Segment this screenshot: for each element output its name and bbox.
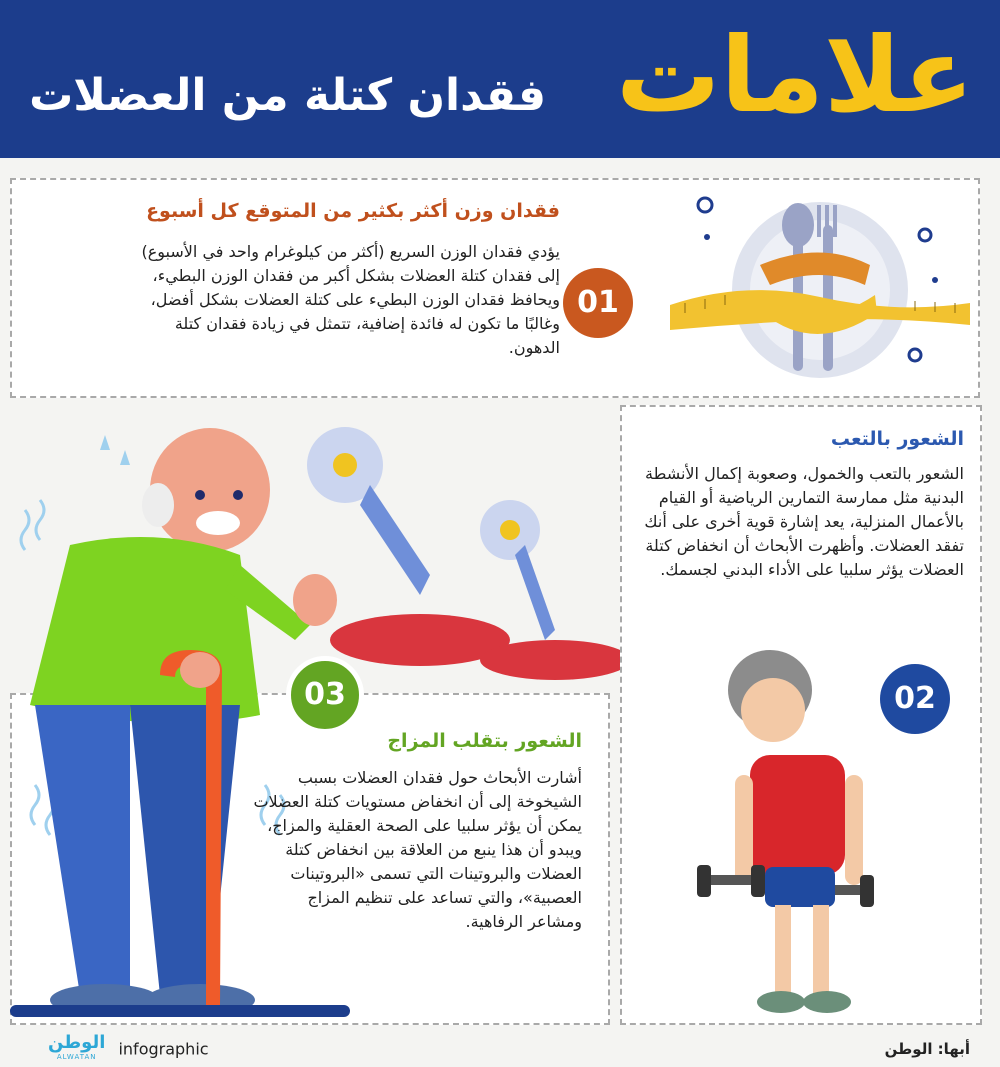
footer-credit: أبها: الوطن bbox=[884, 1040, 970, 1058]
section-02-number-badge: 02 bbox=[880, 664, 950, 734]
section-01-number-badge: 01 bbox=[563, 268, 633, 338]
header-title-main: علامات bbox=[616, 14, 974, 136]
section-02-title: الشعور بالتعب bbox=[830, 428, 964, 450]
plate-measuring-tape-icon bbox=[665, 185, 977, 390]
logo-text: الوطن bbox=[48, 1032, 106, 1053]
section-01-body: يؤدي فقدان الوزن السريع (أكثر من كيلوغرام واحد في الأسبوع) إلى فقدان كتلة العضلات بشكل أكبر من فقدان الوزن البطيء، ويحافظ فقدان الوزن البطيء على كتلة العضلات بشكل أفضل، وغالبًا ما تكون له فائدة إضافية، تتمثل في زيادة فقدان كتلة الدهون. bbox=[141, 242, 560, 357]
section-01-title: فقدان وزن أكثر بكثير من المتوقع كل أسبوع bbox=[146, 200, 560, 222]
brand-label: infographic bbox=[118, 1039, 209, 1059]
footer-brand bbox=[48, 1032, 209, 1064]
section-02-body: الشعور بالتعب والخمول، وصعوبة إكمال الأنشطة البدنية مثل ممارسة التمارين الرياضية أو القيام بالأعمال المنزلية، يعد إشارة قوية أخرى على أنك تفقد العضلات. وأظهرت الأبحاث أن انخفاض كتلة العضلات يؤثر سلبيا على الأداء البدني لجسمك. bbox=[644, 464, 964, 579]
section-03-body: أشارت الأبحاث حول فقدان العضلات بسبب الشيخوخة إلى أن انخفاض مستويات كتلة العضلات يمكن أن يؤثر سلبيا على الصحة العقلية والمزاج، ويبدو أن هذا ينبع من العلاقة بين انخفاض كتلة العضلات والبروتينات التي تسمى «البروتينات العصبية»، والتي تساعد على تنظيم المزاج ومشاعر الرفاهية. bbox=[253, 768, 582, 931]
tired-man-dumbbells-icon bbox=[695, 645, 875, 1020]
section-03-title: الشعور بتقلب المزاج bbox=[387, 730, 582, 752]
logo-sub: ALWATAN bbox=[56, 1053, 97, 1061]
header-title-sub: فقدان كتلة من العضلات bbox=[29, 70, 546, 121]
section-03-number-badge: 03 bbox=[286, 656, 364, 734]
alwatan-logo bbox=[48, 1032, 106, 1064]
header-banner bbox=[0, 0, 1000, 158]
